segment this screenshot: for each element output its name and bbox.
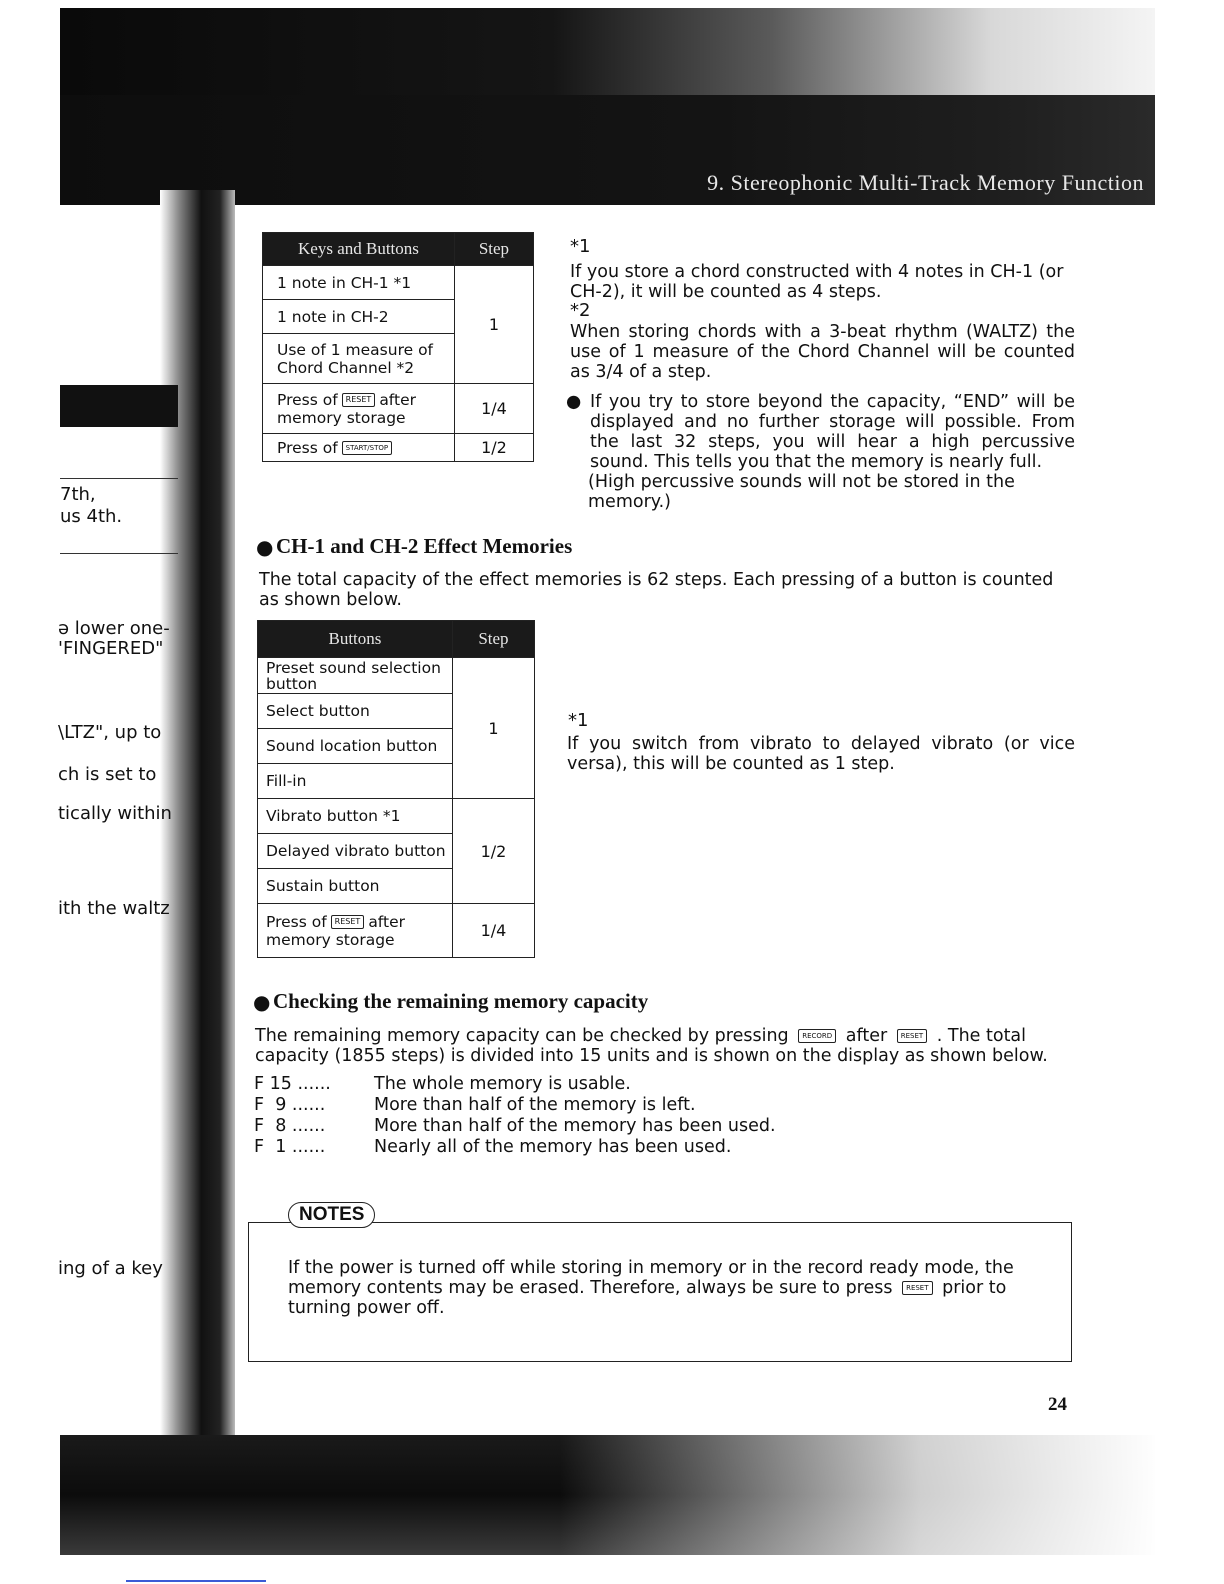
list-item: F 1 ...... Nearly all of the memory has been used. [254,1137,732,1157]
scan-bottom-fade [560,1435,1160,1555]
table-cell: Preset sound selection button [258,658,453,694]
table-cell-step: 1 [452,658,534,799]
table-cell-step: 1 [454,266,533,384]
section-intro: The remaining memory capacity can be checked by pressing RECORD after RESET . The total capacity (1855 steps) is divided into 15 units and is shown on the display as shown below. [255,1026,1048,1066]
reset-button-icon: RESET [342,393,376,407]
notes-label: NOTES [288,1202,375,1228]
section-header-title: 9. Stereophonic Multi-Track Memory Function [707,170,1144,195]
list-item: F 15 ...... The whole memory is usable. [254,1074,631,1094]
page-number: 24 [1048,1394,1067,1415]
left-fragment: 7th, [60,484,96,505]
left-fragment: \LTZ", up to [58,722,162,743]
table-cell: 1 note in CH-1 *1 [263,266,455,300]
table-header: Keys and Buttons [263,233,455,266]
left-fragment: ing of a key [58,1258,163,1279]
section-title: CH-1 and CH-2 Effect Memories [276,534,573,558]
table-cell: Sustain button [258,869,453,904]
bullet-text: If you try to store beyond the capacity, “END” will be displayed and no further storage will possible. From the last 32 steps, you will hear a high percussive sound. This tells you that the memory is nearly full. [590,392,1075,472]
section-intro: The total capacity of the effect memories is 62 steps. Each pressing of a button is counted as shown below. [259,570,1054,610]
footnote-text: If you store a chord constructed with 4 notes in CH-1 (or CH-2), it will be counted as 4 steps. [570,262,1064,302]
notes-text: If the power is turned off while storing in memory or in the record ready mode, the memory contents may be erased. Therefore, always be sure to press RESET prior to turning power off. [288,1258,1014,1318]
left-fragment: 'FINGERED" [58,638,164,659]
footnote-text: When storing chords with a 3-beat rhythm (WALTZ) the use of 1 measure of the Chord Channel will be counted as 3/4 of a step. [570,322,1075,382]
left-fragment: us 4th. [60,506,123,527]
left-page-rule [60,478,178,479]
left-page-dark-box [60,385,178,427]
table-cell: Select button [258,694,453,729]
scan-top-band [60,8,1155,100]
table-cell-step: 1/4 [454,384,533,434]
table-cell-step: 1/2 [452,799,534,904]
section-bullet-icon: ● [256,535,274,559]
bullet-paren-text: (High percussive sounds will not be stored in the memory.) [588,472,1015,512]
section-title: Checking the remaining memory capacity [273,989,649,1013]
section-bullet-icon: ● [253,990,271,1014]
footnote-mark: *1 [570,236,591,257]
keys-buttons-table [262,232,534,462]
reset-button-icon: RESET [331,915,365,929]
reset-button-icon: RESET [897,1029,927,1043]
reset-button-icon: RESET [902,1281,932,1295]
left-fragment: ith the waltz [58,898,170,919]
table-header: Step [452,621,534,658]
start-stop-button-icon: START/STOP [342,441,392,455]
table-cell: Press of RESET after memory storage [263,384,455,434]
record-button-icon: RECORD [798,1029,836,1043]
table-cell: 1 note in CH-2 [263,300,455,334]
table-header: Step [454,233,533,266]
list-item: F 9 ...... More than half of the memory is left. [254,1095,696,1115]
display-code-list [254,1074,776,1158]
table-header: Buttons [258,621,453,658]
table-cell-step: 1/4 [452,904,534,958]
buttons-table [257,620,535,958]
table-cell: Press of START/STOP [263,434,455,462]
footnote-mark: *2 [570,300,591,321]
footnote-text: If you switch from vibrato to delayed vibrato (or vice versa), this will be counted as 1 step. [567,734,1075,774]
table-cell-step: 1/2 [454,434,533,462]
left-page-rule [60,553,178,554]
table-cell: Press of RESET after memory storage [258,904,453,958]
table-cell: Use of 1 measure of Chord Channel *2 [263,334,455,384]
left-fragment: ch is set to [58,764,157,785]
table-cell: Sound location button [258,729,453,764]
left-fragment: ə lower one- [58,618,170,639]
bullet-icon: ● [566,392,582,412]
left-fragment: tically within [58,803,172,824]
footnote-mark: *1 [568,710,589,731]
scan-edge-line [126,1580,266,1582]
table-cell: Vibrato button *1 [258,799,453,834]
table-cell: Fill-in [258,764,453,799]
list-item: F 8 ...... More than half of the memory has been used. [254,1116,776,1136]
table-cell: Delayed vibrato button [258,834,453,869]
